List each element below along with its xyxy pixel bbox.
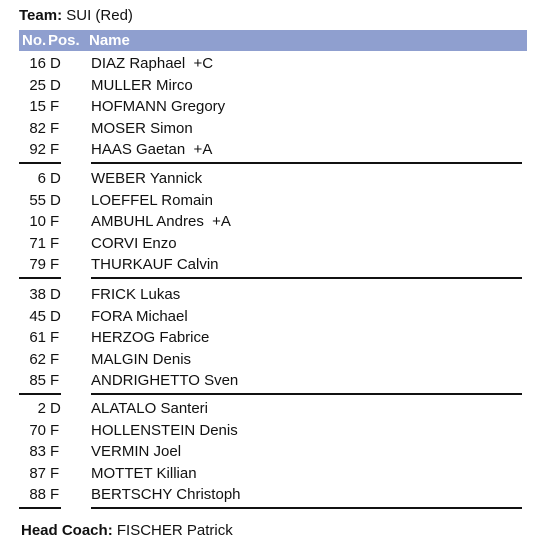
player-number: 45 bbox=[29, 307, 46, 325]
player-name: MOTTET Killian bbox=[91, 464, 197, 482]
player-position: F bbox=[50, 234, 60, 252]
player-number: 71 bbox=[29, 234, 46, 252]
header-no: No. bbox=[22, 32, 47, 49]
player-number: 70 bbox=[29, 421, 46, 439]
table-row bbox=[19, 463, 522, 484]
player-number: 83 bbox=[29, 443, 46, 460]
player-position: F bbox=[50, 443, 60, 460]
player-position: F bbox=[50, 119, 60, 137]
table-row bbox=[19, 254, 522, 275]
player-position: F bbox=[50, 350, 60, 368]
player-name: FRICK Lukas bbox=[91, 286, 181, 303]
player-number: 55 bbox=[29, 191, 46, 209]
table-row bbox=[19, 398, 522, 419]
table-row bbox=[19, 190, 522, 211]
table-row bbox=[19, 349, 522, 370]
player-name: CORVI Enzo bbox=[91, 234, 177, 252]
player-position: D bbox=[50, 400, 61, 417]
table-row bbox=[19, 284, 522, 305]
player-name: DIAZ Raphael +C bbox=[91, 55, 214, 72]
table-row bbox=[19, 327, 522, 348]
line-separator bbox=[91, 162, 522, 164]
player-position: F bbox=[50, 141, 60, 158]
team-label: Team: bbox=[19, 7, 63, 24]
player-position: F bbox=[50, 256, 60, 273]
table-row bbox=[19, 441, 522, 462]
player-number: 6 bbox=[37, 170, 46, 187]
team-value: SUI (Red) bbox=[66, 7, 133, 24]
table-row bbox=[19, 484, 522, 505]
table-header bbox=[19, 30, 527, 51]
player-number: 61 bbox=[29, 329, 46, 346]
player-number: 92 bbox=[29, 141, 46, 158]
table-row bbox=[19, 420, 522, 441]
line-separator bbox=[19, 277, 61, 279]
header-pos: Pos. bbox=[48, 32, 80, 49]
player-name: MULLER Mirco bbox=[91, 76, 193, 94]
player-name: HOFMANN Gregory bbox=[91, 98, 226, 115]
table-row bbox=[19, 233, 522, 254]
player-position: D bbox=[50, 191, 61, 209]
coach-value: FISCHER Patrick bbox=[116, 522, 233, 539]
line-separator bbox=[91, 507, 522, 509]
line-separator bbox=[91, 277, 522, 279]
player-position: D bbox=[50, 76, 61, 94]
player-position: F bbox=[50, 486, 60, 503]
player-number: 62 bbox=[29, 350, 46, 368]
player-name: ALATALO Santeri bbox=[91, 400, 208, 417]
player-position: D bbox=[50, 286, 61, 303]
player-number: 38 bbox=[29, 286, 46, 303]
table-row bbox=[19, 370, 522, 391]
coach-line bbox=[21, 521, 233, 541]
player-number: 2 bbox=[37, 400, 46, 417]
line-separator bbox=[19, 162, 61, 164]
player-position: F bbox=[50, 372, 60, 389]
player-name: AMBUHL Andres +A bbox=[91, 213, 231, 230]
player-number: 88 bbox=[29, 486, 46, 503]
table-row bbox=[19, 168, 522, 189]
table-row bbox=[19, 96, 522, 117]
table-row bbox=[19, 75, 522, 96]
player-number: 87 bbox=[29, 464, 46, 482]
line-separator bbox=[91, 393, 522, 395]
player-number: 82 bbox=[29, 119, 46, 137]
player-number: 10 bbox=[29, 213, 46, 230]
player-number: 16 bbox=[29, 55, 46, 72]
player-position: F bbox=[50, 213, 60, 230]
table-row bbox=[19, 211, 522, 232]
player-name: MALGIN Denis bbox=[91, 350, 192, 368]
player-number: 85 bbox=[29, 372, 46, 389]
table-row bbox=[19, 53, 522, 74]
line-separator bbox=[19, 507, 61, 509]
player-number: 25 bbox=[29, 76, 46, 94]
player-name: HAAS Gaetan +A bbox=[91, 141, 213, 158]
player-name: ANDRIGHETTO Sven bbox=[91, 372, 239, 389]
player-position: F bbox=[50, 329, 60, 346]
table-row bbox=[19, 306, 522, 327]
header-name: Name bbox=[89, 32, 130, 49]
player-position: F bbox=[50, 421, 60, 439]
table-row bbox=[19, 139, 522, 160]
player-number: 79 bbox=[29, 256, 46, 273]
coach-label: Head Coach: bbox=[21, 522, 113, 539]
player-name: BERTSCHY Christoph bbox=[91, 486, 241, 503]
table-row bbox=[19, 118, 522, 139]
player-position: D bbox=[50, 170, 61, 187]
player-position: D bbox=[50, 307, 61, 325]
player-name: VERMIN Joel bbox=[91, 443, 182, 460]
player-name: WEBER Yannick bbox=[91, 170, 203, 187]
player-name: HERZOG Fabrice bbox=[91, 329, 210, 346]
player-name: FORA Michael bbox=[91, 307, 188, 325]
line-separator bbox=[19, 393, 61, 395]
player-position: F bbox=[50, 464, 60, 482]
player-name: LOEFFEL Romain bbox=[91, 191, 213, 209]
player-name: HOLLENSTEIN Denis bbox=[91, 421, 238, 439]
team-line bbox=[19, 6, 133, 26]
player-name: MOSER Simon bbox=[91, 119, 193, 137]
player-number: 15 bbox=[29, 98, 46, 115]
player-position: F bbox=[50, 98, 60, 115]
player-position: D bbox=[50, 55, 61, 72]
player-name: THURKAUF Calvin bbox=[91, 256, 219, 273]
